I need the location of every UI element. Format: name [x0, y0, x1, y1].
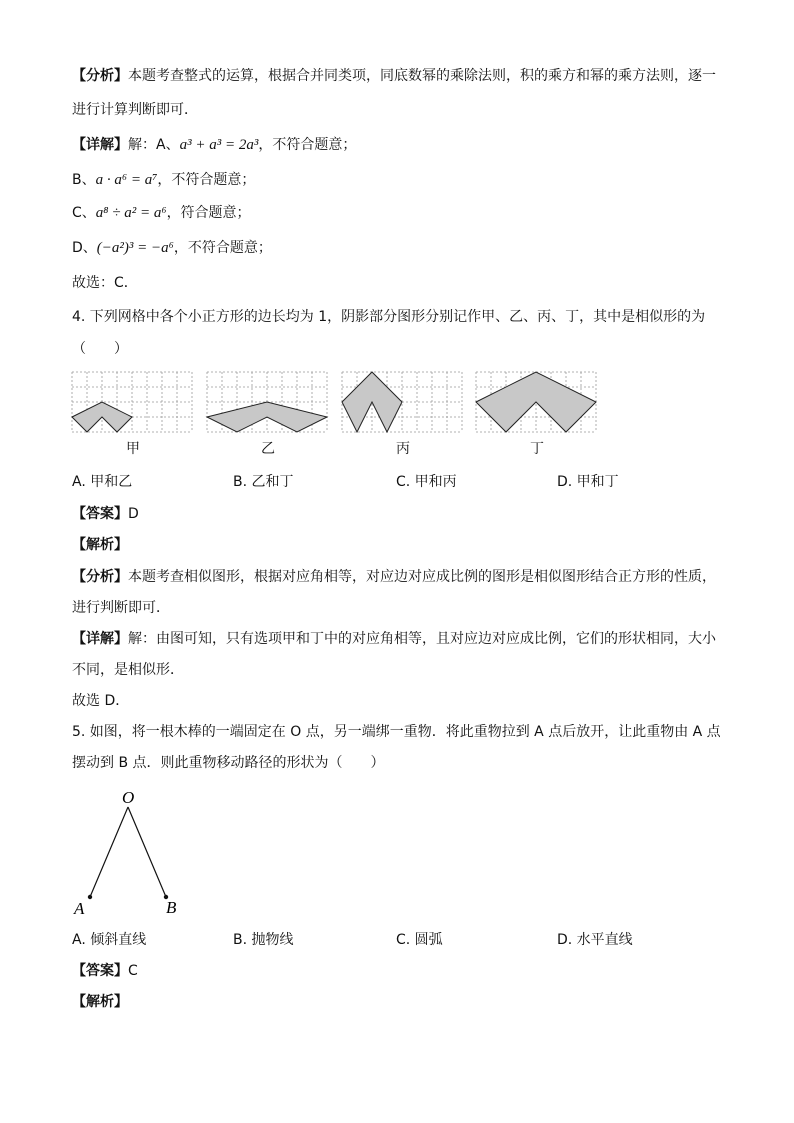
detail-tag: 【详解】: [72, 631, 128, 647]
q3-detail-c: C、a⁸ ÷ a² = a⁶，符合题意；: [72, 205, 251, 221]
q3-detail-d: D、(−a²)³ = −a⁶，不符合题意；: [72, 240, 272, 256]
grid-figure-ding: [476, 372, 596, 434]
pendulum-figure: [70, 785, 190, 920]
formula-d: (−a²)³ = −a⁶: [96, 240, 174, 256]
grid-figure-jia: [72, 372, 192, 434]
rod-ob: [128, 807, 166, 897]
label-o: O: [122, 788, 135, 807]
q4-stem-line-1: 4. 下列网格中各个小正方形的边长均为 1，阴影部分图形分别记作甲、乙、丙、丁，其中是相似形的为: [72, 309, 706, 325]
label-b: B: [166, 898, 177, 917]
q5-stem-line-1: 5. 如图，将一根木棒的一端固定在 O 点，另一端绑一重物．将此重物拉到 A 点后放开，让此重物由 A 点: [72, 724, 721, 740]
analysis-tag: 【分析】: [72, 68, 128, 84]
q3-analysis-line-1: [72, 66, 716, 86]
q5-option-c: C. 圆弧: [396, 932, 443, 948]
q4-option-b: B. 乙和丁: [233, 474, 294, 490]
q4-analysis-line-1: 【分析】本题考查相似图形，根据对应角相等，对应边对应成比例的图形是相似图形结合正方形的性质，: [72, 569, 716, 585]
q5-option-d: D. 水平直线: [557, 932, 633, 948]
label-a: A: [74, 899, 85, 918]
answer-tag: 【答案】: [72, 506, 128, 522]
shape-ding: [476, 372, 596, 432]
detail-tag: 【详解】: [72, 137, 128, 153]
q3-answer-line: 故选：C．: [72, 275, 138, 291]
analysis-tag: 【分析】: [72, 569, 128, 585]
formula-b: a · a⁶ = a⁷: [95, 172, 158, 188]
figure-label-ding: 丁: [530, 441, 544, 457]
q5-answer: [72, 961, 138, 981]
q5-jiexi-tag: 【解析】: [72, 994, 128, 1010]
answer-value: C: [128, 963, 138, 979]
q5-stem-line-2: 摆动到 B 点．则此重物移动路径的形状为（ ）: [72, 755, 385, 771]
formula-c: a⁸ ÷ a² = a⁶: [95, 205, 167, 221]
q4-stem-line-2: （ ）: [72, 341, 128, 357]
q4-option-d: D. 甲和丁: [557, 474, 619, 490]
rod-oa: [90, 807, 128, 897]
q4-detail-line-1: 【详解】解：由图可知，只有选项甲和丁中的对应角相等，且对应边对应成比例，它们的形状相同，大小: [72, 631, 716, 647]
shape-yi: [207, 402, 327, 432]
q3-detail-a: 【详解】解：A、a³ + a³ = 2a³，不符合题意；: [72, 137, 357, 153]
q4-analysis-line-2: 进行判断即可．: [72, 600, 170, 616]
figure-label-bing: 丙: [396, 441, 410, 457]
figure-label-yi: 乙: [261, 441, 275, 457]
answer-value: D: [128, 506, 139, 522]
q3-detail-b: B、a · a⁶ = a⁷，不符合题意；: [72, 172, 256, 188]
q5-option-a: A. 倾斜直线: [72, 932, 147, 948]
q3-analysis-line-2: 进行计算判断即可．: [72, 102, 198, 118]
point-a: [88, 895, 92, 899]
grid-figure-yi: [207, 372, 327, 434]
q4-detail-line-2: 不同，是相似形．: [72, 662, 184, 678]
q5-option-b: B. 抛物线: [233, 932, 294, 948]
figure-label-jia: 甲: [126, 441, 140, 457]
shape-jia: [72, 402, 132, 432]
q4-jiexi-tag: 【解析】: [72, 537, 128, 553]
q4-answer: [72, 504, 139, 524]
analysis-text: 本题考查整式的运算，根据合并同类项，同底数幂的乘除法则，积的乘方和幂的乘方法则，逐一: [128, 68, 716, 84]
formula-a: a³ + a³ = 2a³: [179, 137, 259, 153]
q4-option-a: A. 甲和乙: [72, 474, 133, 490]
answer-tag: 【答案】: [72, 963, 128, 979]
shape-bing: [342, 372, 402, 432]
grid-figure-bing: [342, 372, 462, 434]
q4-answer-line: 故选 D．: [72, 693, 130, 709]
q4-option-c: C. 甲和丙: [396, 474, 457, 490]
